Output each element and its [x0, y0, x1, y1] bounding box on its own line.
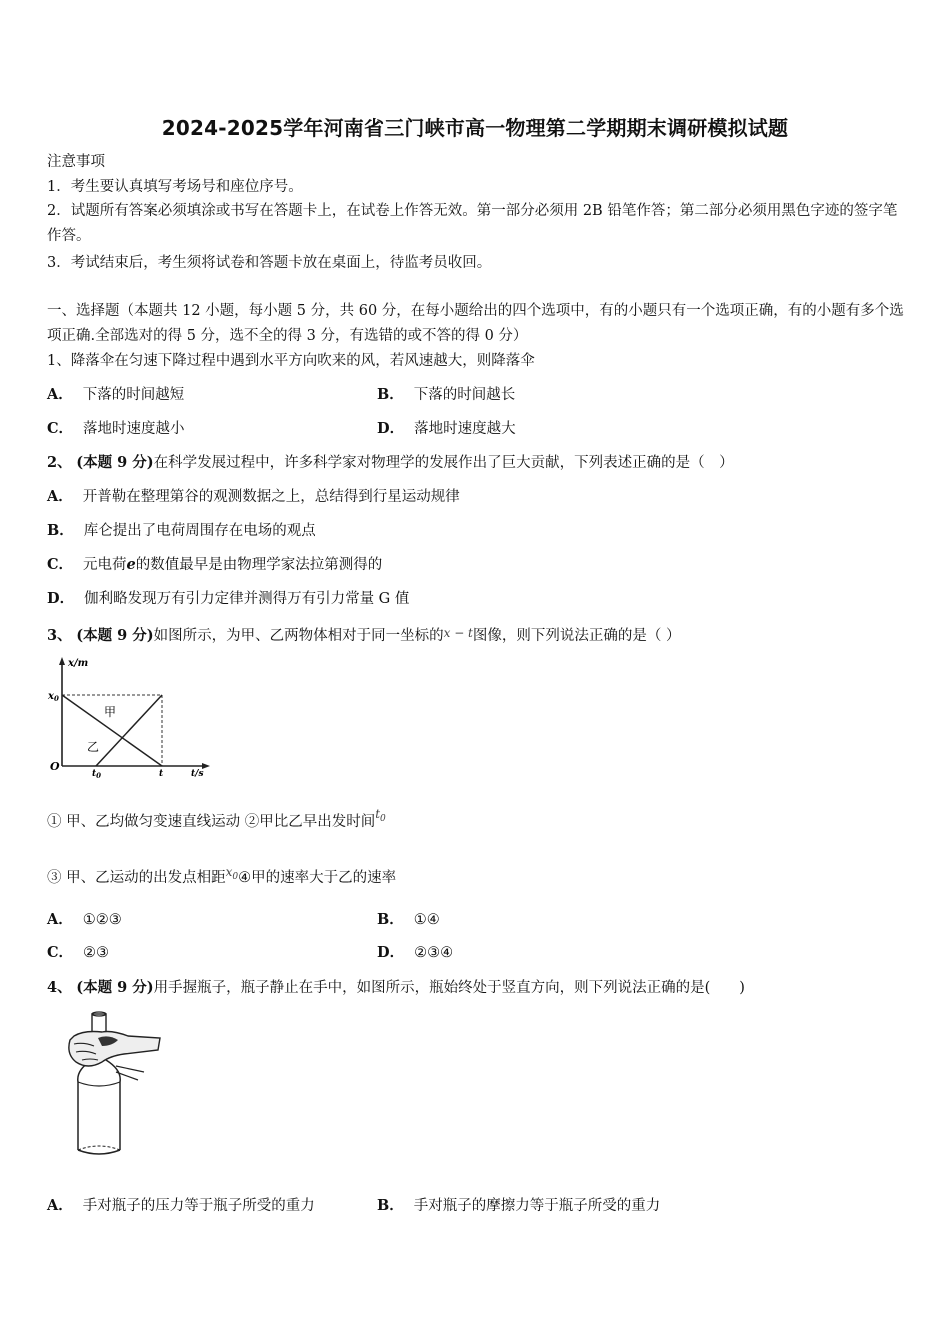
question-score: (本题 9 分) — [76, 979, 154, 996]
label-jia: 甲 — [104, 705, 117, 719]
q1-option-a — [47, 385, 184, 405]
option-text: 库仑提出了电荷周围存在电场的观点 — [83, 523, 316, 539]
page-title: 2024-2025学年河南省三门峡市高一物理第二学期期末调研模拟试题 — [161, 116, 789, 140]
origin-label: O — [50, 760, 60, 773]
option-label: B． — [377, 911, 404, 928]
notice-heading: 注意事项 — [47, 154, 105, 170]
q2-option-c — [47, 555, 382, 575]
option-label: D． — [377, 944, 405, 961]
option-label: C． — [47, 944, 74, 961]
question-number: 3、 — [47, 627, 72, 644]
q3-option-a — [47, 910, 122, 930]
option-label: C． — [47, 556, 74, 573]
question-score: (本题 9 分) — [76, 454, 154, 471]
q3-option-c — [47, 943, 109, 963]
variable-e: e — [126, 556, 136, 573]
q4-option-b — [377, 1196, 660, 1216]
x0-label: $x_0$ — [48, 691, 59, 703]
question-score: (本题 9 分) — [76, 627, 154, 644]
x-axis-label: t/s — [191, 769, 204, 778]
y-axis-label: x/m — [68, 658, 89, 669]
question-1-stem: 1、降落伞在匀速下降过程中遇到水平方向吹来的风，若风速越大，则降落伞 — [47, 353, 535, 369]
question-2-stem — [47, 453, 734, 473]
q3-statement-3-4 — [47, 862, 396, 888]
question-number: 2、 — [47, 454, 72, 471]
q1-option-b — [377, 385, 515, 405]
question-number: 4、 — [47, 979, 72, 996]
option-label: D． — [47, 590, 75, 607]
q2-option-b — [47, 521, 316, 541]
statement-text: ① 甲、乙均做匀变速直线运动 ②甲比乙早出发时间 — [47, 814, 376, 830]
q2-option-a — [47, 487, 460, 507]
option-text: 手对瓶子的摩擦力等于瓶子所受的重力 — [413, 1198, 661, 1214]
option-text: 落地时速度越小 — [83, 421, 185, 437]
label-yi: 乙 — [87, 740, 100, 754]
option-text: ①④ — [413, 912, 440, 928]
question-text: 用手握瓶子，瓶子静止在手中，如图所示，瓶始终处于竖直方向，则下列说法正确的是( ) — [153, 980, 745, 996]
option-label: A． — [47, 488, 73, 505]
t-label: t — [159, 769, 164, 778]
option-label: A． — [47, 1197, 73, 1214]
option-text: 手对瓶子的压力等于瓶子所受的重力 — [82, 1198, 315, 1214]
option-text: ②③ — [83, 945, 110, 961]
option-label: B． — [377, 386, 404, 403]
math-x0: x0 — [225, 865, 239, 882]
xt-graph — [44, 654, 214, 778]
section-heading: 一、选择题（本题共 12 小题，每小题 5 分，共 60 分，在每小题给出的四个选项中，有的小题只有一个选项正确，有的小题有多个选项正确.全部选对的得 5 分，选不全的得 3 分，有选错的或不答的得 0 分） — [47, 303, 904, 344]
question-text: 如图所示，为甲、乙两物体相对于同一坐标的 — [153, 628, 444, 644]
question-3-stem — [47, 623, 681, 646]
option-label: B． — [47, 522, 74, 539]
q2-option-d — [47, 589, 409, 609]
t0-label: $t_0$ — [92, 769, 102, 778]
option-text: ②③④ — [414, 945, 454, 961]
option-label: B． — [377, 1197, 404, 1214]
hand-bottle-illustration — [62, 1010, 172, 1160]
q3-option-b — [377, 910, 440, 930]
q1-option-d — [377, 419, 516, 439]
question-text: 在科学发展过程中，许多科学家对物理学的发展作出了巨大贡献，下列表述正确的是（ ） — [153, 455, 734, 471]
notice-item-2: 2．试题所有答案必须填涂或书写在答题卡上，在试卷上作答无效。第一部分必须用 2B 铅笔作答；第二部分必须用黑色字迹的签字笔作答。 — [47, 203, 898, 244]
q1-option-c — [47, 419, 185, 439]
option-text: 落地时速度越大 — [414, 421, 516, 437]
statement-text: ④甲的速率大于乙的速率 — [238, 870, 397, 886]
option-text: 下落的时间越短 — [82, 387, 185, 403]
option-label: A． — [47, 386, 73, 403]
y-axis-arrow — [59, 657, 65, 665]
option-text: 元电荷 — [83, 557, 127, 573]
option-text: 开普勒在整理第谷的观测数据之上，总结得到行星运动规律 — [82, 489, 460, 505]
math-x-t: x − t — [443, 626, 473, 640]
option-label: A． — [47, 911, 73, 928]
option-text: 下落的时间越长 — [413, 387, 516, 403]
statement-text: ③ 甲、乙运动的出发点相距 — [47, 870, 226, 886]
option-text: 的数值最早是由物理学家法拉第测得的 — [135, 557, 383, 573]
option-label: D． — [377, 420, 405, 437]
q4-option-a — [47, 1196, 315, 1216]
option-label: C． — [47, 420, 74, 437]
question-text: 图像，则下列说法正确的是（ ） — [472, 628, 681, 644]
option-text: ①②③ — [82, 912, 122, 928]
notice-item-1: 1．考生要认真填写考场号和座位序号。 — [47, 179, 303, 195]
q3-statement-1-2 — [47, 804, 386, 832]
notice-item-3: 3．考试结束后，考生须将试卷和答题卡放在桌面上，待监考员收回。 — [47, 255, 492, 271]
option-text: 伽利略发现万有引力定律并测得万有引力常量 G 值 — [84, 591, 410, 607]
q3-option-d — [377, 943, 453, 963]
math-t0: t0 — [375, 807, 386, 824]
question-4-stem — [47, 978, 745, 998]
